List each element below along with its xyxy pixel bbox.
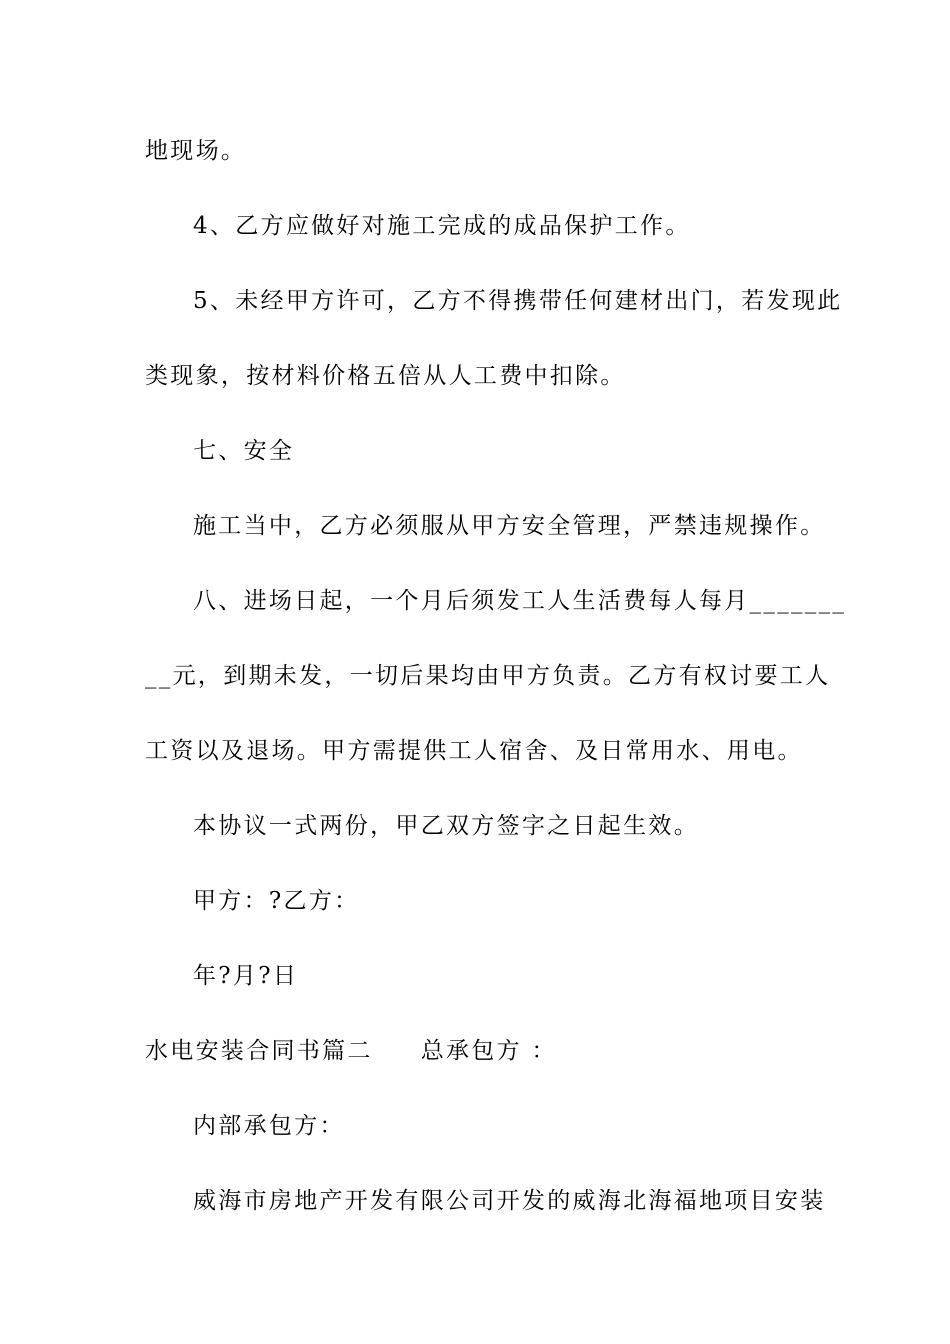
section-heading: 七、安全 xyxy=(193,438,295,464)
paragraph-line: 内部承包方： xyxy=(193,1113,345,1139)
date-line: 年?月?日 xyxy=(193,963,299,989)
general-contractor-label: 总承包方 ： xyxy=(420,1038,557,1064)
paragraph-line: 工资以及退场。甲方需提供工人宿舍、及日常用水、用电。 xyxy=(145,738,803,764)
paragraph-line: 威海市房地产开发有限公司开发的威海北海福地项目安装 xyxy=(193,1188,826,1214)
paragraph-line: 4、乙方应做好对施工完成的成品保护工作。 xyxy=(193,213,691,239)
paragraph-line: 类现象，按材料价格五倍从人工费中扣除。 xyxy=(145,363,626,389)
paragraph-line: 本协议一式两份，甲乙双方签字之日起生效。 xyxy=(193,813,699,839)
paragraph-line: 八、进场日起，一个月后须发工人生活费每人每月_______ xyxy=(193,588,847,614)
section-two-title: 水电安装合同书篇二 xyxy=(145,1038,373,1064)
paragraph-line: 施工当中，乙方必须服从甲方安全管理，严禁违规操作。 xyxy=(193,513,826,539)
paragraph-line: 地现场。 xyxy=(145,138,247,164)
section-two-heading xyxy=(145,1036,810,1066)
paragraph-line: 5、未经甲方许可，乙方不得携带任何建材出门，若发现此 xyxy=(193,288,843,314)
paragraph-line: __元，到期未发，一切后果均由甲方负责。乙方有权讨要工人 xyxy=(145,663,831,689)
signature-line: 甲方：?乙方： xyxy=(193,888,360,914)
